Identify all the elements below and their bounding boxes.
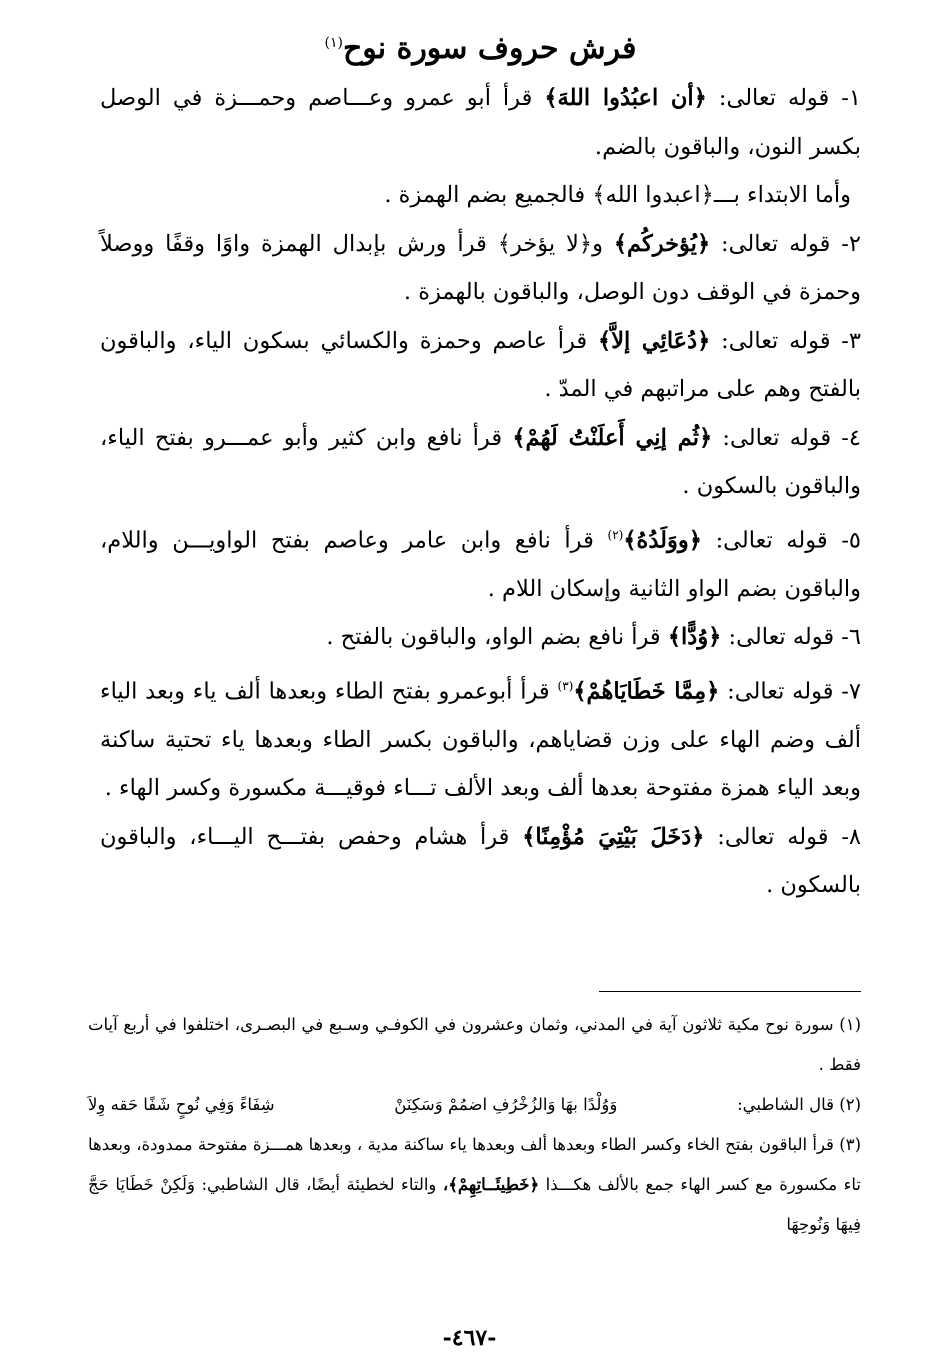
- item-3-quote: ﴿دُعَائِي إلاَّ﴾: [598, 327, 711, 354]
- footnote-3-text-2: والتاء لخطيئة أيضًا، قال الشاطبي:: [201, 1175, 437, 1194]
- item-4-quote: ﴿ثُم إنِي أَعلَنْتُ لَهُمْ﴾: [512, 424, 713, 451]
- item-5-footnote-marker: (٢): [607, 527, 624, 542]
- item-1: [100, 74, 861, 171]
- item-4-lead: ٤- قوله تعالى:: [722, 424, 861, 451]
- footnote-3-verse: وَلَكِنْ خَطَايَا حَجَّ فِيهَا وَنُوحِهَا: [88, 1175, 861, 1234]
- footnotes: [88, 1005, 861, 1245]
- footnote-divider: [599, 991, 861, 992]
- item-1-lead: ١- قوله تعالى:: [718, 85, 861, 111]
- footnote-2-number: (٢): [839, 1095, 861, 1114]
- footnote-3: [88, 1125, 861, 1245]
- item-7-quote: ﴿مِمَّا خَطَايَاهُمْ﴾: [573, 678, 720, 704]
- footnote-1: [88, 1005, 861, 1085]
- footnote-1-number: (١): [839, 1015, 861, 1034]
- item-4: [100, 414, 861, 511]
- item-6: [100, 613, 861, 662]
- item-8-lead: ٨- قوله تعالى:: [717, 823, 862, 850]
- page-number: -٤٦٧-: [442, 1325, 497, 1351]
- item-3: [100, 317, 861, 414]
- item-3-lead: ٣- قوله تعالى:: [721, 327, 861, 354]
- item-1-text: قرأ أبو عمرو وعـــاصم وحمـــزة في الوصل بكسر النون، والباقون بالضم.: [100, 85, 861, 160]
- item-7-footnote-marker: (٣): [557, 678, 574, 693]
- footnote-2: [88, 1085, 861, 1125]
- title-text: فرش حروف سورة نوح: [342, 31, 637, 66]
- footnote-1-text: سورة نوح مكية ثلاثون آية في المدني، وثمان وعشرون في الكوفـي وسـبع في البصـرى، اختلفوا في أربع آيات فقط .: [88, 1015, 861, 1074]
- item-5-quote: ﴿ووَلَدُهُ﴾: [623, 527, 702, 553]
- footnote-3-quote: ﴿خَطِيئَــاتِهِمْ﴾،: [442, 1175, 540, 1194]
- item-4-text: قرأ نافع وابن كثير وأبو عمـــرو بفتح الياء، والباقون بالسكون .: [100, 424, 861, 499]
- title-footnote-marker: (١): [324, 35, 343, 51]
- item-2: [100, 220, 861, 317]
- item-8-text: قرأ هشام وحفص بفتـــح اليـــاء، والباقون بالسكون .: [100, 823, 861, 898]
- footnote-2-verse-second-half: شِفَاءً وَفِي نُوحٍ شَفًا حَقه وِلاَ: [88, 1095, 275, 1114]
- footnote-2-verse-first-half: وَوُلْدًا بهَا وَالزُخْرُفِ اضمُمْ وَسَكِنَنْ: [394, 1095, 618, 1114]
- item-5: [100, 511, 861, 614]
- footnote-3-text: قرأ الباقون بفتح الخاء وكسر الطاء وبعدها ألف وبعدها ياء ساكنة مدية ، وبعدها همـــزة مفتوحة ممدودة، وبعدها تاء مكسورة مع كسر الهاء جمع بالألف هكـــذا: [88, 1135, 861, 1194]
- item-2-lead: ٢- قوله تعالى:: [721, 230, 861, 257]
- item-2-quote: ﴿يُؤخركُم﴾: [613, 230, 711, 257]
- item-3-text: قرأ عاصم وحمزة والكسائي بسكون الياء، والباقون بالفتح وهم على مراتبهم في المدّ .: [100, 327, 861, 402]
- footnote-3-number: (٣): [839, 1135, 861, 1154]
- item-2-text: قرأ ورش بإبدال الهمزة واوًا وقفًا ووصلاً وحمزة في الوقف دون الوصل، والباقون بالهمزة .: [100, 230, 861, 305]
- item-7-lead: ٧- قوله تعالى:: [727, 678, 862, 704]
- item-7: [100, 662, 861, 813]
- item-6-text: قرأ نافع بضم الواو، والباقون بالفتح .: [326, 624, 661, 650]
- item-5-text: قرأ نافع وابن عامر وعاصم بفتح الواويـــن واللام، والباقون بضم الواو الثانية وإسكان اللام .: [100, 527, 861, 602]
- item-6-lead: ٦- قوله تعالى:: [728, 624, 861, 650]
- item-5-lead: ٥- قوله تعالى:: [715, 527, 862, 553]
- footnote-2-head: [737, 1085, 861, 1125]
- item-6-quote: ﴿وُدًّا﴾: [667, 624, 722, 650]
- page-title: [100, 18, 861, 74]
- item-1-continuation: وأما الابتداء بـــ﴿اعبدوا الله﴾ فالجميع بضم الهمزة .: [384, 182, 851, 208]
- item-1-quote: ﴿أن اعبُدُوا اللهَ﴾: [544, 85, 707, 111]
- item-7-text: قرأ أبوعمرو بفتح الطاء وبعدها ألف ياء وبعد الياء ألف وضم الهاء على وزن قضاياهم، والباقون بكسر الطاء وبعدها ياء تحتية ساكنة وبعد الياء همزة مفتوحة بعدها ألف وبعد الألف تـــاء فوقيـــة مكسورة وكسر الهاء .: [100, 678, 861, 801]
- page-body: [100, 18, 861, 910]
- item-8-quote: ﴿دَخَلَ بَيْتِيَ مُؤْمِنًا﴾: [522, 823, 705, 850]
- footnote-2-label: قال الشاطبي:: [737, 1095, 834, 1114]
- item-2-quote-2: و﴿لا يؤخر﴾: [497, 230, 603, 257]
- item-8: [100, 813, 861, 910]
